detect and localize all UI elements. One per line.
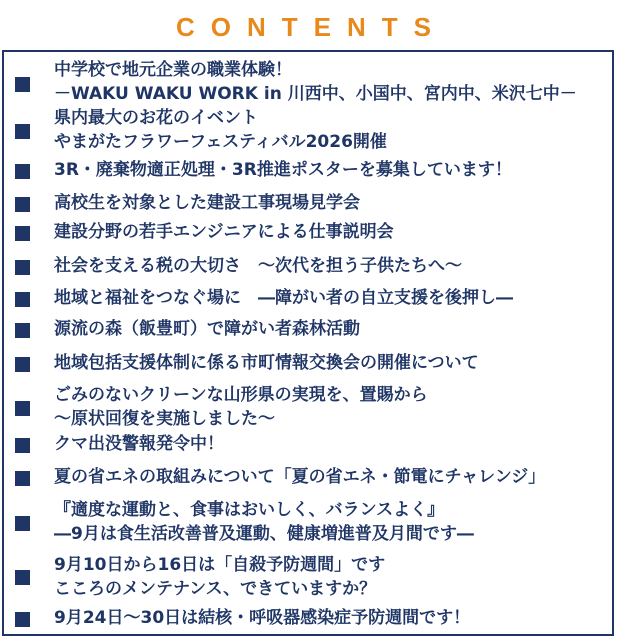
list-item-line: －WAKU WAKU WORK in 川西中、小国中、宮内中、米沢七中－ (54, 84, 577, 104)
square-bullet-icon (15, 357, 30, 372)
square-bullet-icon (15, 226, 30, 241)
square-bullet-icon (15, 471, 30, 486)
square-bullet-icon (15, 292, 30, 307)
list-item-text[interactable] (54, 191, 614, 215)
list-item-text[interactable] (54, 465, 614, 489)
list-item-line: 県内最大のお花のイベント (54, 108, 258, 128)
square-bullet-icon (15, 612, 30, 627)
list-item-line: 地域と福祉をつなぐ場に ―障がい者の自立支援を後押し― (54, 288, 513, 308)
list-item-line: 9月10日から16日は「自殺予防週間」です (54, 555, 386, 575)
square-bullet-icon (15, 77, 30, 92)
list-item-line: クマ出没警報発令中！ (54, 434, 224, 454)
square-bullet-icon (15, 516, 30, 531)
list-item-line: 夏の省エネの取組みについて「夏の省エネ・節電にチャレンジ」 (54, 467, 546, 487)
list-item-line: 源流の森（飯豊町）で障がい者森林活動 (54, 319, 360, 339)
list-item-text[interactable] (54, 158, 614, 182)
square-bullet-icon (15, 438, 30, 453)
list-item-text[interactable] (54, 606, 614, 630)
square-bullet-icon (15, 570, 30, 585)
list-item-text[interactable] (54, 106, 614, 154)
list-item-line: 高校生を対象とした建設工事現場見学会 (54, 193, 360, 213)
list-item-line: 社会を支える税の大切さ ～次代を担う子供たちへ～ (54, 256, 462, 276)
list-item-text[interactable] (54, 220, 614, 244)
list-item-text[interactable] (54, 254, 614, 278)
list-item-line: 3R・廃棄物適正処理・3R推進ポスターを募集しています！ (54, 160, 512, 180)
square-bullet-icon (15, 401, 30, 416)
square-bullet-icon (15, 323, 30, 338)
square-bullet-icon (15, 197, 30, 212)
list-item-text[interactable] (54, 286, 614, 310)
list-item-line: ―9月は食生活改善普及運動、健康増進普及月間です― (54, 524, 474, 544)
list-item-line: 建設分野の若手エンジニアによる仕事説明会 (54, 222, 394, 242)
square-bullet-icon (15, 260, 30, 275)
list-item-text[interactable] (54, 498, 614, 546)
square-bullet-icon (15, 164, 30, 179)
list-item-text[interactable] (54, 383, 614, 431)
list-item-line: 地域包括支援体制に係る市町情報交換会の開催について (54, 353, 479, 373)
list-item-line: やまがたフラワーフェスティバル2026開催 (54, 132, 387, 152)
list-item-line: ～原状回復を実施しました～ (54, 409, 275, 429)
list-item-line: こころのメンテナンス、できていますか？ (54, 579, 377, 599)
list-item-text[interactable] (54, 351, 614, 375)
list-item-line: 9月24日～30日は結核・呼吸器感染症予防週間です！ (54, 608, 471, 628)
contents-title: CONTENTS (176, 12, 447, 42)
list-item-line: ごみのないクリーンな山形県の実現を、置賜から (54, 385, 428, 405)
list-item-text[interactable] (54, 317, 614, 341)
list-item-line: 『適度な運動と、食事はおいしく、バランスよく』 (54, 500, 445, 520)
square-bullet-icon (15, 124, 30, 139)
list-item-text[interactable] (54, 432, 614, 456)
list-item-text[interactable] (54, 553, 614, 601)
list-item-line: 中学校で地元企業の職業体験！ (54, 60, 292, 80)
list-item-text[interactable] (54, 58, 614, 106)
